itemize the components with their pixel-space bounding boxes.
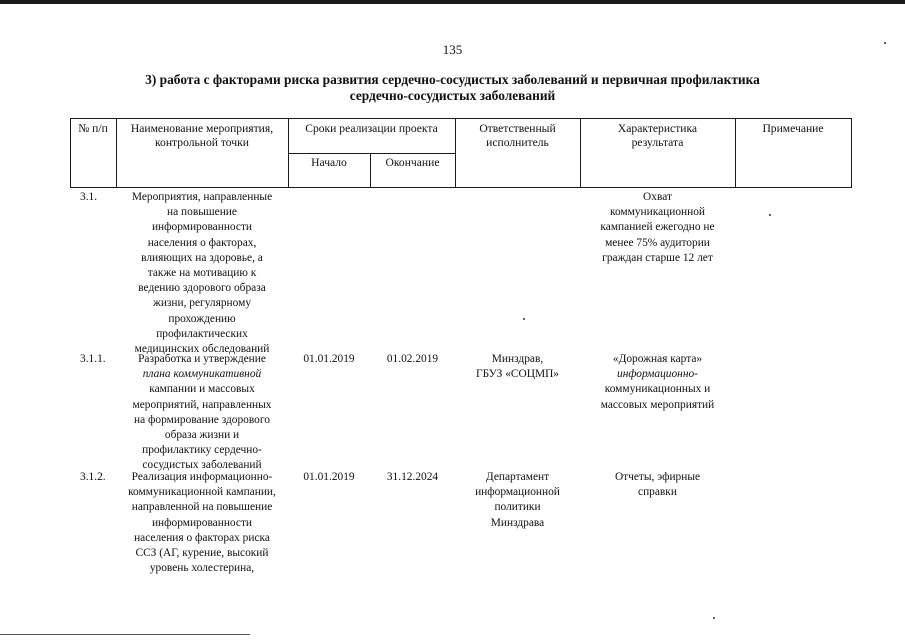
result-line: Отчеты, эфирные — [614, 471, 701, 483]
result-line: кампанией ежегодно не — [600, 221, 715, 234]
name-line: профилактических — [156, 327, 248, 340]
table-row-num: 3.1.1. — [80, 353, 106, 365]
table-row-num: 3.1. — [80, 191, 98, 203]
name-line: образа жизни и — [164, 429, 240, 442]
top-border-rule — [0, 0, 905, 4]
result-line: менее 75% аудитории — [605, 236, 710, 249]
name-line: мероприятий, направленных — [132, 398, 272, 411]
result-line: коммуникационных и — [604, 383, 711, 396]
name-line: прохождению — [168, 312, 236, 325]
name-line: населения о факторах, — [147, 236, 257, 249]
responsible-line: информационной — [475, 486, 560, 499]
name-line: также на мотивацию к — [147, 267, 257, 280]
table-row-responsible — [455, 470, 580, 531]
page-number: 135 — [442, 42, 463, 57]
result-line: массовых мероприятий — [600, 398, 715, 411]
result-line: справки — [638, 486, 677, 499]
table-row-name — [116, 190, 288, 357]
header-result-line-1: Характеристика — [617, 122, 698, 135]
name-line: жизни, регулярному — [152, 297, 252, 310]
bottom-scan-rule — [0, 634, 250, 635]
name-line: на формирование здорового — [134, 413, 270, 426]
section-heading — [60, 72, 845, 104]
name-line: направленной на повышение — [131, 501, 273, 514]
responsible-line: политики — [494, 501, 541, 514]
responsible-line: Минздрав, — [491, 353, 544, 365]
table-row-end-date: 01.02.2019 — [386, 353, 439, 365]
header-top-border — [70, 118, 851, 119]
table-row-name — [116, 352, 288, 474]
header-right-border — [851, 118, 852, 188]
name-line: уровень холестерина, — [149, 562, 255, 575]
section-heading-line-2: сердечно-сосудистых заболеваний — [349, 88, 556, 103]
table-row-responsible — [455, 352, 580, 382]
header-period: Сроки реализации проекта — [305, 122, 438, 135]
period-subheader-divider — [288, 153, 455, 154]
header-responsible-line-2: исполнитель — [486, 136, 549, 149]
name-line: кампании и массовых — [149, 383, 255, 396]
name-line: населения о факторах риска — [134, 531, 270, 544]
header-start: Начало — [311, 156, 347, 169]
table-row-end-date: 31.12.2024 — [386, 471, 439, 483]
table-row-num: 3.1.2. — [80, 471, 106, 483]
header-name-line-1: Наименование мероприятия, — [130, 122, 274, 135]
scan-speck — [523, 318, 525, 320]
table-row-result — [580, 470, 735, 500]
header-num: № п/п — [78, 122, 108, 135]
header-result-line-2: результата — [631, 136, 684, 149]
header-responsible — [455, 122, 580, 150]
scan-speck — [769, 214, 771, 216]
header-note: Примечание — [762, 122, 824, 135]
name-line: профилактику сердечно- — [142, 444, 262, 457]
result-line: информационно- — [617, 368, 698, 381]
name-line: влияющих на здоровье, а — [141, 251, 263, 264]
name-line: ССЗ (АГ, курение, высокий — [135, 547, 269, 560]
name-line: информированности — [151, 221, 253, 234]
name-line: Мероприятия, направленные — [131, 191, 273, 203]
header-name — [116, 122, 288, 150]
scan-speck — [713, 617, 715, 619]
name-line: коммуникационной кампании, — [128, 486, 276, 499]
result-line: коммуникационной — [609, 206, 706, 219]
name-line: плана коммуникативной — [142, 368, 262, 381]
responsible-line: ГБУЗ «СОЦМП» — [476, 368, 559, 381]
scan-speck — [884, 42, 886, 44]
header-bottom-border — [70, 187, 851, 188]
header-end: Окончание — [385, 156, 440, 169]
header-responsible-line-1: Ответственный — [479, 122, 556, 135]
name-line: сосудистых заболеваний — [142, 459, 262, 472]
table-row-result — [580, 190, 735, 266]
name-line: Разработка и утверждение — [138, 353, 266, 365]
table-row-start-date: 01.01.2019 — [303, 353, 355, 365]
result-line: «Дорожная карта» — [612, 353, 703, 365]
header-result — [580, 122, 735, 150]
name-line: на повышение — [167, 206, 237, 219]
table-row-name — [116, 470, 288, 576]
table-row-result — [580, 352, 735, 413]
section-heading-line-1: 3) работа с факторами риска развития сердечно-сосудистых заболеваний и первичная профилактика — [145, 72, 760, 87]
name-line: Реализация информационно- — [131, 471, 273, 483]
header-name-line-2: контрольной точки — [155, 136, 249, 149]
result-line: Охват — [643, 191, 672, 203]
table-row-start-date: 01.01.2019 — [303, 471, 355, 483]
responsible-line: Минздрава — [490, 516, 545, 529]
name-line: информированности — [151, 516, 253, 529]
result-line: граждан старше 12 лет — [602, 251, 713, 264]
responsible-line: Департамент — [485, 471, 550, 483]
name-line: медицинских обследований — [134, 343, 270, 356]
name-line: ведению здорового образа — [138, 282, 266, 295]
